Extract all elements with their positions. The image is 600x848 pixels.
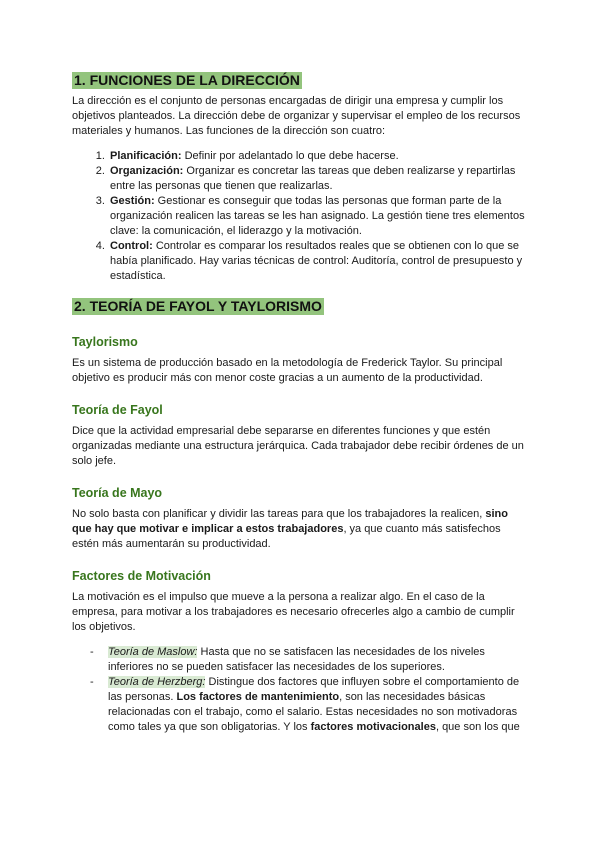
section-2-heading: 2. TEORÍA DE FAYOL Y TAYLORISMO	[74, 298, 322, 314]
maslow-label: Teoría de Maslow:	[108, 646, 198, 658]
list-item-text: Gestionar es conseguir que todas las personas que forman parte de la organización realicen las tareas se les han asignado. La gestión tiene tres elementos clave: la comunicación, el liderazgo y la motivación.	[110, 195, 525, 237]
herzberg-bold-a: Los factores de mantenimiento	[176, 691, 340, 703]
motivacion-text: La motivación es el impulso que mueve a la persona a realizar algo. En el caso de la empresa, para motivar a los trabajadores es necesario ofrecerles algo a cambio de cumplir los objetivos.	[72, 591, 515, 633]
taylorismo-text: Es un sistema de producción basado en la metodología de Frederick Taylor. Su principal objetivo es producir más con menor coste gracias a un aumento de la productividad.	[72, 357, 503, 384]
list-item-term: Organización:	[110, 165, 184, 177]
section-1-heading-wrap	[72, 72, 528, 90]
list-item-text: Organizar es concretar las tareas que deben realizarse y repartirlas entre las personas que tienen que realizarlas.	[110, 165, 516, 192]
list-item-term: Planificación:	[110, 150, 182, 162]
list-item	[108, 645, 528, 675]
list-item	[108, 149, 528, 164]
list-item-term: Control:	[110, 240, 153, 252]
section-2-heading-wrap	[72, 298, 528, 316]
functions-list	[72, 149, 528, 284]
section-1-intro: La dirección es el conjunto de personas encargadas de dirigir una empresa y cumplir los objetivos planteados. La dirección debe de organizar y supervisar el empleo de los recursos materiales y humanos. Las funciones de la dirección son cuatro:	[72, 95, 521, 137]
maslow-text: Hasta que no se satisfacen las necesidades de los niveles inferiores no se pueden satisfacer las necesidades de los superiores.	[108, 646, 485, 673]
mayo-text	[72, 507, 528, 552]
motivation-theories-list	[72, 645, 528, 735]
mayo-text-bold: sino que hay que motivar e implicar a estos trabajadores	[72, 508, 508, 535]
herzberg-text-c: , que son los que	[435, 721, 520, 733]
mayo-text-b: , ya que cuanto más satisfechos estén más aumentarán su productividad.	[72, 523, 501, 550]
fayol-heading: Teoría de Fayol	[72, 403, 163, 417]
motivacion-heading: Factores de Motivación	[72, 569, 211, 583]
herzberg-label: Teoría de Herzberg:	[108, 676, 206, 688]
fayol-text: Dice que la actividad empresarial debe separarse en diferentes funciones y que estén organizadas mediante una estructura jerárquica. Cada trabajador debe recibir órdenes de un solo jefe.	[72, 425, 524, 467]
taylorismo-heading: Taylorismo	[72, 335, 138, 349]
herzberg-bold-b: factores motivacionales	[310, 721, 436, 733]
mayo-text-a: No solo basta con planificar y dividir las tareas para que los trabajadores la realicen,	[72, 508, 486, 520]
list-item	[108, 675, 528, 735]
list-item	[108, 164, 528, 194]
list-item-text: Controlar es comparar los resultados reales que se obtienen con lo que se había planificado. Hay varias técnicas de control: Auditoría, control de presupuesto y estadística.	[110, 240, 523, 282]
list-item	[108, 194, 528, 239]
mayo-heading: Teoría de Mayo	[72, 486, 163, 500]
herzberg-text-a: Distingue dos factores que influyen sobre el comportamiento de las personas.	[108, 676, 520, 703]
section-1-heading: 1. FUNCIONES DE LA DIRECCIÓN	[74, 72, 300, 88]
list-item-text: Definir por adelantado lo que debe hacerse.	[181, 150, 399, 162]
list-item	[108, 239, 528, 284]
list-item-term: Gestión:	[110, 195, 155, 207]
herzberg-text-b: , son las necesidades básicas relacionadas con el trabajo, como el salario. Estas necesidades no son motivadoras como tales ya que son obligatorias. Y los	[108, 691, 518, 733]
